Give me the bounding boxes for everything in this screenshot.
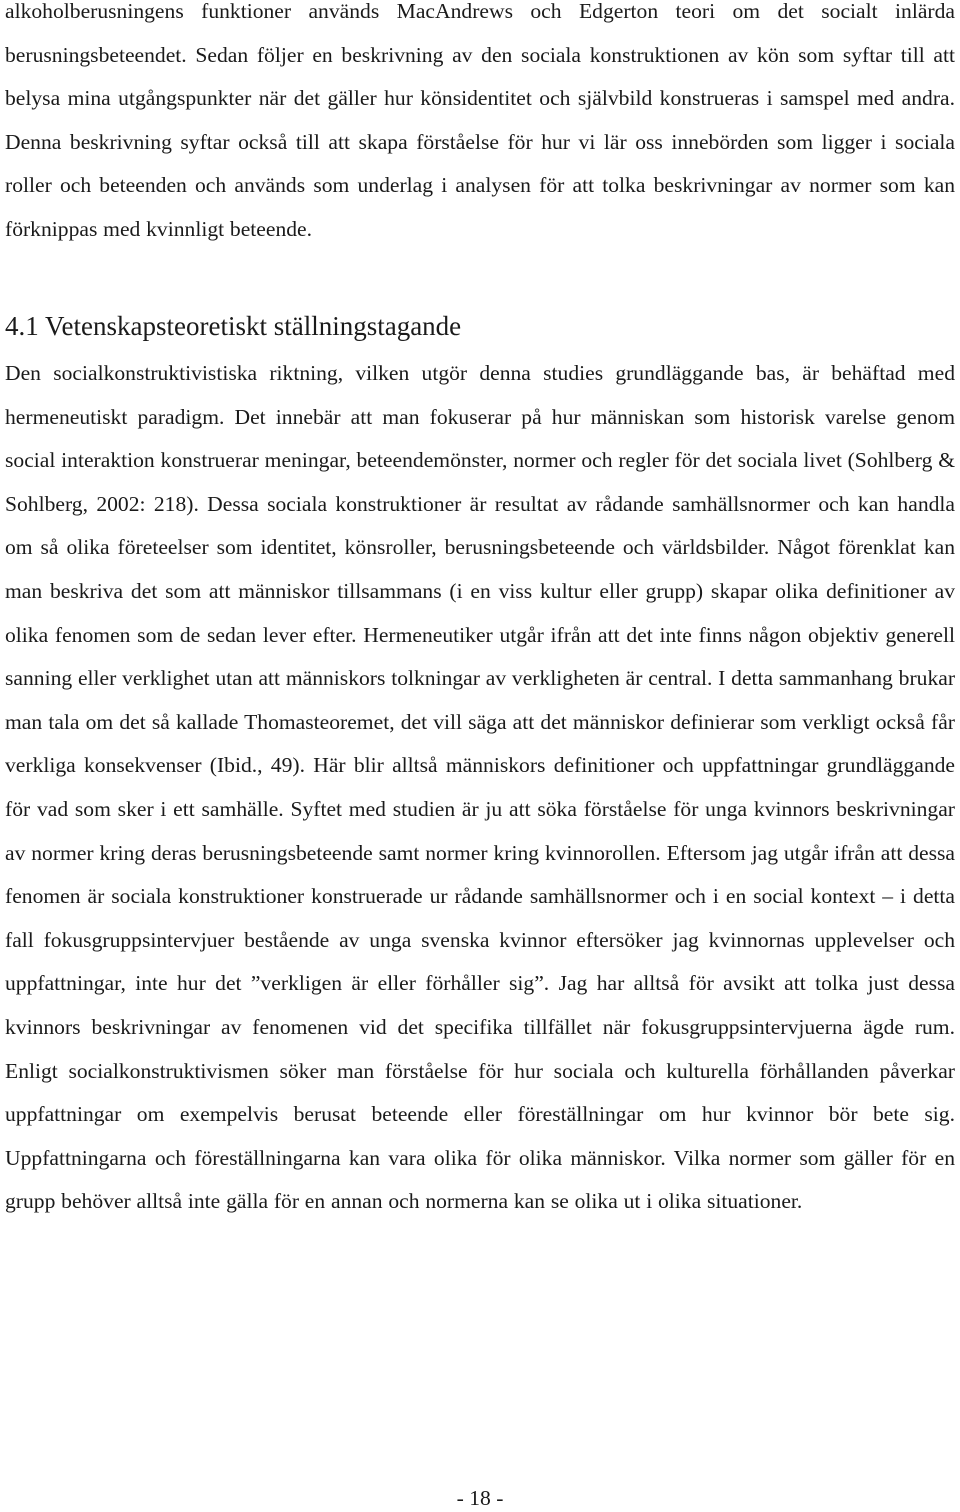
intro-paragraph: alkoholberusningens funktioner används MacAndrews och Edgerton teori om det socialt inlärda berusningsbeteendet. Sedan följer en beskrivning av den sociala konstruktionen av kön som syftar till att belysa mina utgångspunkter när det gäller hur könsidentitet och självbild konstrueras i samspel med andra. Denna beskrivning syftar också till att skapa förståelse för hur vi lär oss innebörden som ligger i sociala roller och beteenden och används som underlag i analysen för att tolka beskrivningar av normer som kan förknippas med kvinnligt beteende.: [5, 0, 955, 241]
section-heading: 4.1 Vetenskapsteoretiskt ställningstagande: [5, 311, 462, 341]
page-number: - 18 -: [456, 1486, 504, 1510]
section-paragraph: Den socialkonstruktivistiska riktning, vilken utgör denna studies grundläggande bas, är behäftad med hermeneutiskt paradigm. Det innebär att man fokuserar på hur människan som historisk varelse genom social interaktion konstruerar meningar, beteendemönster, normer och regler för det sociala livet (Sohlberg & Sohlberg, 2002: 218). Dessa sociala konstruktioner är resultat av rådande samhällsnormer och kan handla om så olika företeelser som identitet, könsroller, berusningsbeteende och världsbilder. Något förenklat kan man beskriva det som att människor tillsammans (i en viss kultur eller grupp) skapar olika definitioner av olika fenomen som de sedan lever efter. Hermeneutiker utgår ifrån att det inte finns någon objektiv generell sanning eller verklighet utan att människors tolkningar av verkligheten är central. I detta sammanhang brukar man tala om det så kallade Thomasteoremet, det vill säga att det människor definierar som verkligt också får verkliga konsekvenser (Ibid., 49). Här blir alltså människors definitioner och uppfattningar grundläggande för vad som sker i ett samhälle. Syftet med studien är ju att söka förståelse för unga kvinnors beskrivningar av normer kring deras berusningsbeteende samt normer kring kvinnorollen. Eftersom jag utgår ifrån att dessa fenomen är sociala konstruktioner konstruerade ur rådande samhällsnormer och i en social kontext – i detta fall fokusgruppsintervjuer bestående av unga svenska kvinnor eftersöker jag kvinnornas upplevelser och uppfattningar, inte hur det ”verkligen är eller förhåller sig”. Jag har alltså för avsikt att tolka just dessa kvinnors beskrivningar av fenomenen vid det specifika tillfället när fokusgruppsintervjuerna ägde rum. Enligt socialkonstruktivismen söker man förståelse för hur sociala och kulturella förhållanden påverkar uppfattningar om exempelvis berusat beteende eller föreställningar om hur kvinnor bör bete sig. Uppfattningarna och föreställningarna kan vara olika för olika människor. Vilka normer som gäller för en grupp behöver alltså inte gälla för en annan och normerna kan se olika ut i olika situationer.: [5, 361, 956, 1214]
